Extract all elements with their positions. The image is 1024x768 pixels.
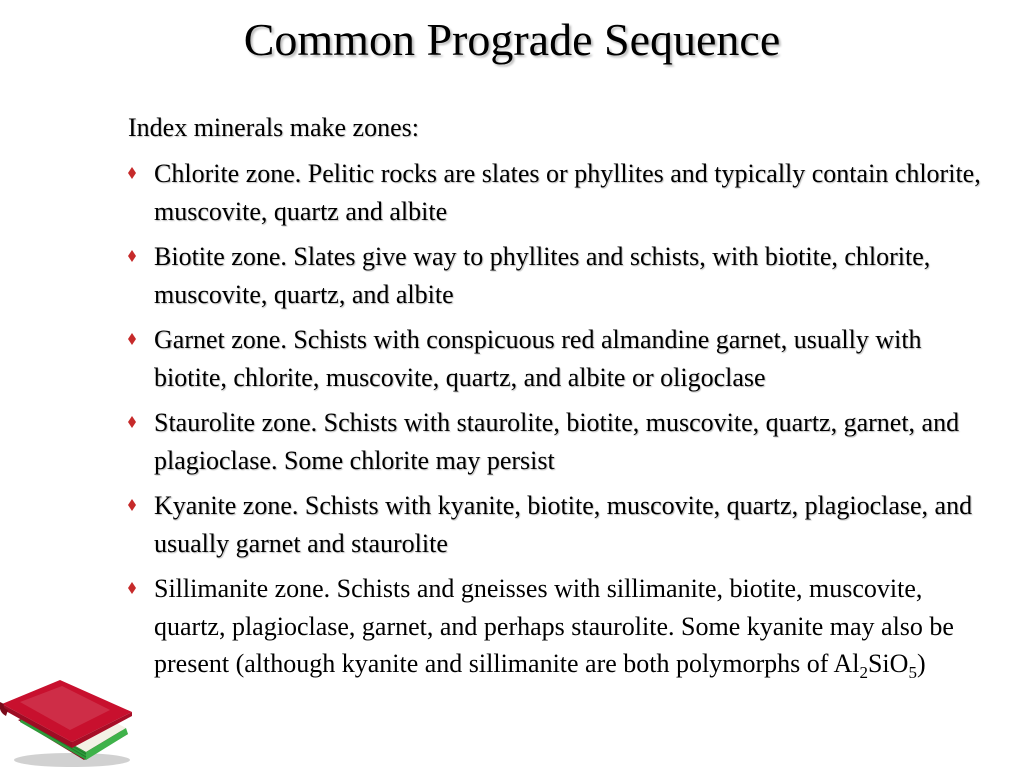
list-item [128, 487, 998, 562]
bullet-text [154, 574, 954, 683]
bullet-text: Chlorite zone. Pelitic rocks are slates or phyllites and typically contain chlorite, muscovite, quartz and albite [154, 159, 981, 226]
list-item [128, 570, 998, 683]
slide-title: Common Prograde Sequence [243, 14, 781, 65]
list-item [128, 238, 998, 313]
bullet-text: Biotite zone. Slates give way to phyllites and schists, with biotite, chlorite, muscovite, quartz, and albite [154, 242, 931, 309]
red-book-icon [0, 676, 135, 768]
bullet-text: Kyanite zone. Schists with kyanite, biotite, muscovite, quartz, plagioclase, and usually garnet and staurolite [154, 491, 973, 558]
list-item [128, 155, 998, 230]
list-item [128, 404, 998, 479]
formula-text: SiO [867, 649, 909, 678]
diamond-bullet-icon [128, 582, 136, 594]
formula-subscript: 5 [908, 663, 917, 683]
diamond-bullet-icon [128, 250, 136, 262]
formula-close: ) [916, 649, 926, 678]
intro-text: Index minerals make zones: [128, 113, 419, 142]
diamond-bullet-icon [128, 167, 136, 179]
bullet-text-main: Sillimanite zone. Schists and gneisses with sillimanite, biotite, muscovite, quartz, plagioclase, garnet, and perhaps staurolite. Some kyanite may also be present (although kyanite and sillimanite are both polymorphs of Al [154, 574, 954, 678]
diamond-bullet-icon [128, 499, 136, 511]
formula-subscript: 2 [859, 663, 868, 683]
bullet-text: Staurolite zone. Schists with staurolite, biotite, muscovite, quartz, garnet, and plagioclase. Some chlorite may persist [154, 408, 960, 475]
list-item [128, 321, 998, 396]
bullet-list [128, 155, 998, 691]
diamond-bullet-icon [128, 333, 136, 345]
bullet-text: Garnet zone. Schists with conspicuous red almandine garnet, usually with biotite, chlorite, muscovite, quartz, and albite or oligoclase [154, 325, 922, 392]
diamond-bullet-icon [128, 416, 136, 428]
